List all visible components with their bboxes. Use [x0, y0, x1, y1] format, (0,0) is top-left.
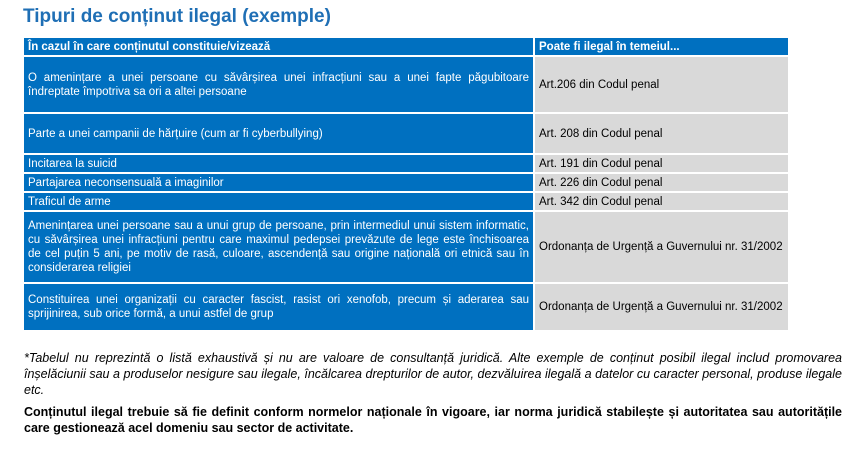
column-header-legal-basis: Poate fi ilegal în temeiul...	[534, 38, 788, 56]
table-row	[24, 154, 788, 173]
content-cell: Constituirea unei organizații cu caracter fascist, rasist ori xenofob, precum și aderarea sau sprijinirea, sub orice formă, a unui astfel de grup	[24, 283, 534, 331]
content-cell: Incitarea la suicid	[24, 154, 534, 173]
table-row	[24, 56, 788, 113]
content-cell: Parte a unei campanii de hărțuire (cum ar fi cyberbullying)	[24, 113, 534, 154]
legal-basis-cell: Ordonanța de Urgență a Guvernului nr. 31/2002	[534, 283, 788, 331]
content-cell: Partajarea neconsensuală a imaginilor	[24, 173, 534, 192]
disclaimer-note: *Tabelul nu reprezintă o listă exhaustivă și nu are valoare de consultanță juridică. Alte exemple de conținut posibil ilegal includ promovarea înșelăciunii sau a produselor nesigure sau ilegale, încălcarea drepturilor de autor, dezvăluirea ilegală a datelor cu caracter personal, produse ilegale etc.	[24, 351, 842, 397]
illegal-content-table	[24, 38, 788, 332]
content-cell: Traficul de arme	[24, 192, 534, 211]
content-cell: Amenințarea unei persoane sau a unui grup de persoane, prin intermediul unui sistem informatic, cu săvârșirea unei infracțiuni pentru care maximul pedepsei prevăzute de lege este închisoarea de cel puțin 5 ani, pe motiv de rasă, culoare, ascendență sau origine națională ori etnică sau în considerarea religiei	[24, 211, 534, 283]
legal-basis-cell: Art. 208 din Codul penal	[534, 113, 788, 154]
page-title: Tipuri de conținut ilegal (exemple)	[23, 6, 331, 27]
legal-basis-cell: Art. 342 din Codul penal	[534, 192, 788, 211]
column-header-content: În cazul în care conținutul constituie/vizează	[24, 38, 534, 56]
legal-basis-cell: Art. 226 din Codul penal	[534, 173, 788, 192]
table-row	[24, 211, 788, 283]
content-cell: O amenințare a unei persoane cu săvârșirea unei infracțiuni sau a unei fapte păgubitoare îndreptate împotriva sa ori a altei persoane	[24, 56, 534, 113]
table-row	[24, 192, 788, 211]
legal-basis-cell: Ordonanța de Urgență a Guvernului nr. 31/2002	[534, 211, 788, 283]
legal-basis-cell: Art.206 din Codul penal	[534, 56, 788, 113]
table-row	[24, 113, 788, 154]
table-row	[24, 283, 788, 331]
legal-basis-cell: Art. 191 din Codul penal	[534, 154, 788, 173]
footer-statement: Conținutul ilegal trebuie să fie definit conform normelor naționale în vigoare, iar norma juridică stabilește și autoritatea sau autoritățile care gestionează acel domeniu sau sector de activitate.	[24, 405, 842, 435]
table-header-row	[24, 38, 788, 56]
table-row	[24, 173, 788, 192]
